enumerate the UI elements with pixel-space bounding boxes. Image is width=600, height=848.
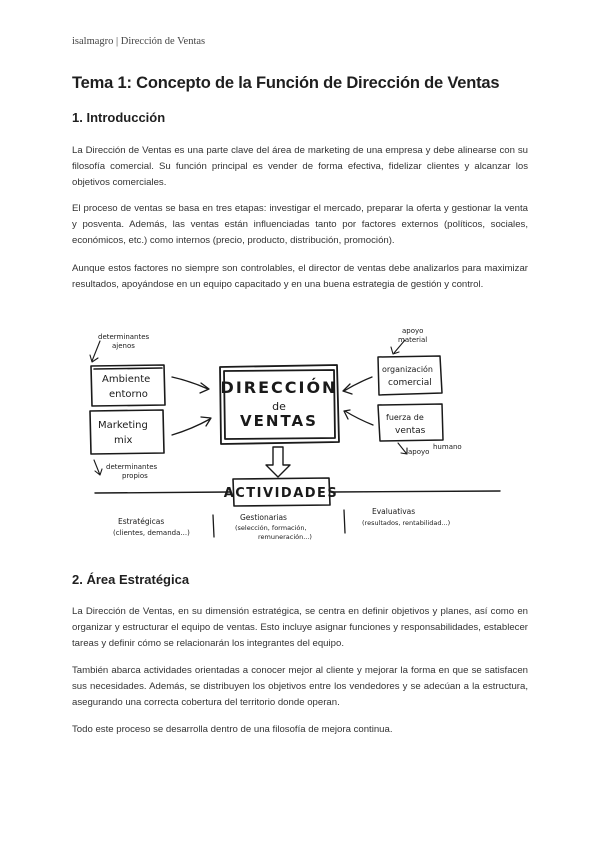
right-box2-sublabel: ventas [395, 426, 426, 436]
right-box1-label: organización [382, 365, 434, 374]
paragraph: La Dirección de Ventas es una parte clave del área de marketing de una empresa y debe alinearse con su filosofía comercial. Su función principal es vender de forma efectiva, fidelizar clientes y alcanzar los objetivos comerciales. [72, 145, 528, 189]
left-note-propios: propios [122, 472, 148, 480]
col-gestionarias-detail-2: remuneración...) [258, 533, 312, 541]
col-gestionarias-title: Gestionarias [240, 513, 287, 522]
sales-management-diagram [80, 325, 520, 550]
center-label-direccion: DIRECCIÓN [220, 378, 338, 397]
center-label-de: de [272, 400, 286, 413]
right-note-apoyo-humano: apoyo [408, 448, 430, 456]
right-box1-sublabel: comercial [388, 378, 432, 388]
page-header: isalmagro | Dirección de Ventas [72, 36, 206, 47]
col-evaluativas-detail: (resultados, rentabilidad...) [362, 519, 451, 527]
center-label-ventas: VENTAS [240, 412, 318, 430]
arrow-left-top [172, 377, 209, 393]
section-heading-area-estrategica: 2. Área Estratégica [72, 572, 190, 587]
left-box2-sublabel: mix [114, 435, 133, 446]
col-estrategicas-title: Estratégicas [118, 517, 165, 526]
page-title: Tema 1: Concepto de la Función de Dirección de Ventas [72, 74, 500, 92]
left-note-determinantes-propios: determinantes [106, 463, 158, 471]
paragraph: También abarca actividades orientadas a conocer mejor al cliente y mejorar la forma en que se satisfacen sus necesidades. Además, se distribuyen los objetivos entre los vendedores y se adecúan a la estructura, asegurando una correcta cobertura del territorio donde operan. [72, 665, 528, 709]
left-box1-sublabel: entorno [109, 389, 148, 400]
arrow-right-bottom [344, 410, 373, 425]
right-note-apoyo-material: apoyo [402, 327, 424, 335]
right-box-organizacion [378, 356, 442, 395]
arrow-right-top [343, 377, 372, 394]
right-note-material: material [398, 336, 428, 344]
left-box-marketing [90, 410, 164, 454]
right-note-humano: humano [433, 443, 462, 451]
section-heading-introduccion: 1. Introducción [72, 110, 166, 125]
paragraph: Aunque estos factores no siempre son controlables, el director de ventas debe analizarlos para maximizar resultados, apoyándose en un equipo capacitado y en una buena estrategia de gestión y control. [72, 263, 528, 291]
col-estrategicas-detail: (clientes, demanda...) [113, 529, 190, 537]
left-box1-label: Ambiente [102, 374, 151, 385]
left-box2-label: Marketing [98, 420, 148, 431]
right-box2-label: fuerza de [386, 413, 424, 422]
paragraph: La Dirección de Ventas, en su dimensión estratégica, se centra en definir objetivos y planes, así como en organizar y estructurar el equipo de ventas. Esto incluye asignar funciones y responsabilidades, establecer tareas y definir cómo se relacionarán los integrantes del equipo. [72, 606, 528, 650]
left-note-determinantes-ajenos: determinantes [98, 333, 150, 341]
arrow-left-bottom [172, 417, 211, 435]
activities-label: ACTIVIDADES [223, 486, 339, 501]
paragraph: El proceso de ventas se basa en tres etapas: investigar el mercado, preparar la oferta y gestionar la venta y posventa. Además, las ventas están influenciadas tanto por factores externos (políticos, sociales, económicos, etc.) como internos (precio, producto, distribución, promoción). [72, 203, 528, 247]
down-arrow [266, 447, 290, 477]
left-note-ajenos: ajenos [112, 342, 135, 350]
paragraph: Todo este proceso se desarrolla dentro de una filosofía de mejora continua. [72, 724, 393, 735]
col-gestionarias-detail: (selección, formación, [235, 524, 307, 532]
col-evaluativas-title: Evaluativas [372, 507, 416, 516]
